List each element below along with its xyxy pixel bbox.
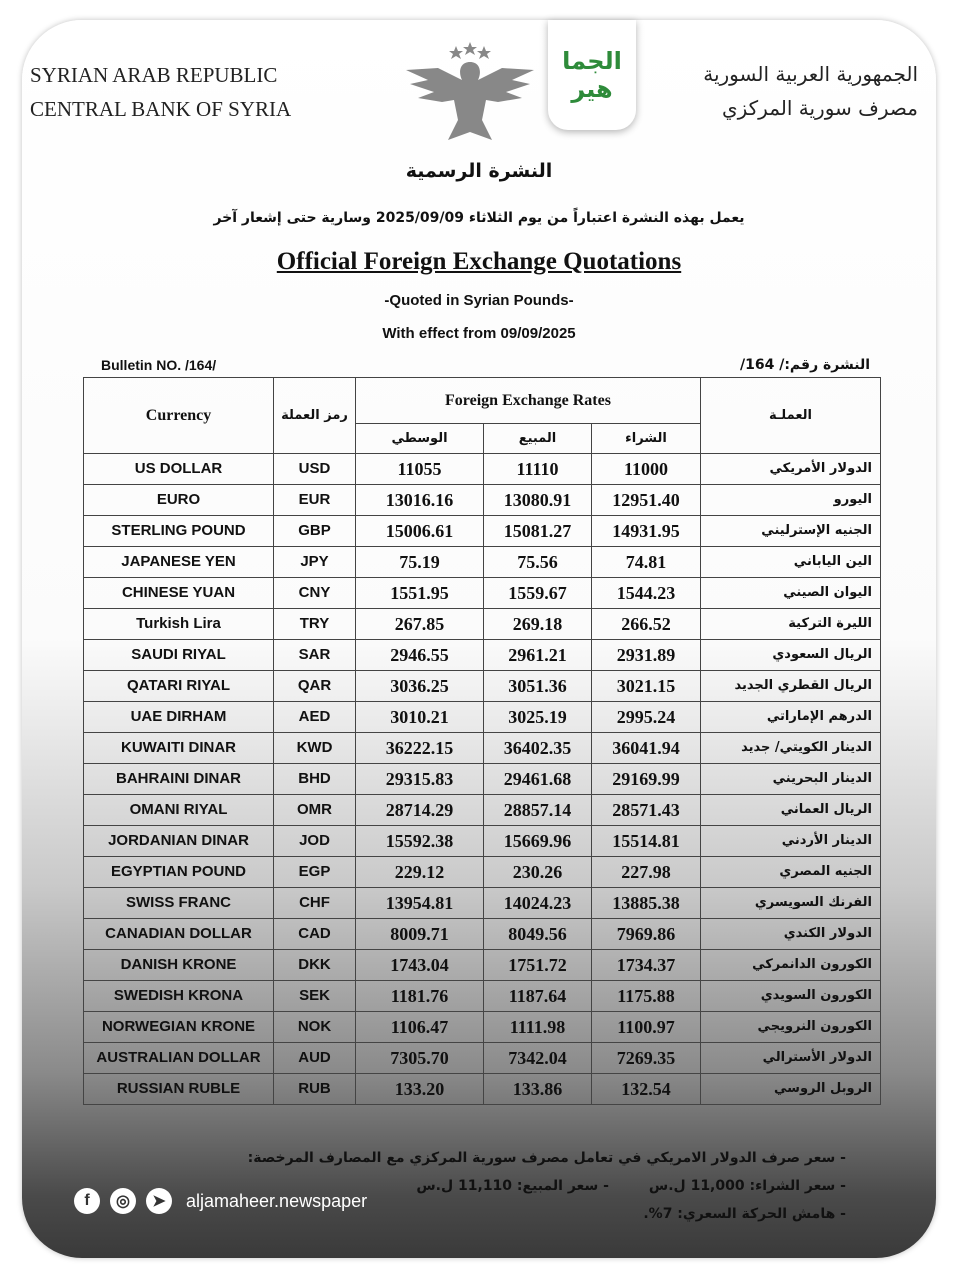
currency-code: CAD	[274, 919, 356, 950]
buy-rate: 2931.89	[592, 640, 701, 671]
table-row	[84, 609, 881, 640]
currency-name-ar: الروبل الروسي	[701, 1074, 881, 1105]
currency-name-ar: الدولار الأمريكي	[701, 454, 881, 485]
currency-code: GBP	[274, 516, 356, 547]
header-buy: الشراء	[592, 424, 701, 454]
table-row	[84, 485, 881, 516]
sell-rate: 1111.98	[484, 1012, 592, 1043]
currency-name-ar: الدولار الأسترالي	[701, 1043, 881, 1074]
sell-rate: 11110	[484, 454, 592, 485]
currency-code: DKK	[274, 950, 356, 981]
buy-rate: 266.52	[592, 609, 701, 640]
middle-rate: 229.12	[356, 857, 484, 888]
table-row	[84, 640, 881, 671]
page-title: Official Foreign Exchange Quotations	[276, 248, 682, 275]
currency-name: RUSSIAN RUBLE	[84, 1074, 274, 1105]
bulletin-number-en: Bulletin NO. /164/	[101, 357, 217, 373]
currency-code: JPY	[274, 547, 356, 578]
ar-effect-line: يعمل بهذه النشرة اعتباراً من يوم الثلاثاء 2025/09/09 وسارية حتى إشعار آخر	[213, 210, 745, 226]
currency-name-ar: الكورون السويدي	[701, 981, 881, 1012]
note-rates-row	[416, 1176, 846, 1196]
table-row	[84, 919, 881, 950]
currency-code: USD	[274, 454, 356, 485]
note-margin: - هامش الحركة السعري: 7%.	[643, 1206, 846, 1222]
header-currency: Currency	[84, 378, 274, 454]
table-row	[84, 826, 881, 857]
currency-name: US DOLLAR	[84, 454, 274, 485]
currency-code: AED	[274, 702, 356, 733]
currency-name: BAHRAINI DINAR	[84, 764, 274, 795]
sell-rate: 15081.27	[484, 516, 592, 547]
buy-rate: 1734.37	[592, 950, 701, 981]
buy-rate: 1544.23	[592, 578, 701, 609]
table-row	[84, 981, 881, 1012]
currency-name: CHINESE YUAN	[84, 578, 274, 609]
sell-rate: 133.86	[484, 1074, 592, 1105]
sell-rate: 13080.91	[484, 485, 592, 516]
currency-code: JOD	[274, 826, 356, 857]
currency-name-ar: الين الياباني	[701, 547, 881, 578]
middle-rate: 15592.38	[356, 826, 484, 857]
header-ar-line2: مصرف سورية المركزي	[721, 96, 918, 120]
note-usd-rate: - سعر صرف الدولار الامريكي في تعامل مصرف سورية المركزي مع المصارف المرخصة:	[247, 1150, 846, 1166]
buy-rate: 2995.24	[592, 702, 701, 733]
table-row	[84, 702, 881, 733]
table-row	[84, 516, 881, 547]
middle-rate: 36222.15	[356, 733, 484, 764]
middle-rate: 15006.61	[356, 516, 484, 547]
header-ar-line1: الجمهورية العربية السورية	[703, 62, 918, 86]
sell-rate: 1559.67	[484, 578, 592, 609]
currency-name-ar: الجنيه الإسترليني	[701, 516, 881, 547]
currency-code: EUR	[274, 485, 356, 516]
currency-name: JAPANESE YEN	[84, 547, 274, 578]
currency-name: SWISS FRANC	[84, 888, 274, 919]
table-row	[84, 1074, 881, 1105]
currency-name-ar: الدرهم الإماراتي	[701, 702, 881, 733]
aljamaheer-logo: الجماهير	[548, 20, 636, 130]
middle-rate: 28714.29	[356, 795, 484, 826]
table-row	[84, 857, 881, 888]
buy-rate: 13885.38	[592, 888, 701, 919]
middle-rate: 7305.70	[356, 1043, 484, 1074]
buy-rate: 74.81	[592, 547, 701, 578]
facebook-icon[interactable]: f	[74, 1188, 100, 1214]
sell-rate: 8049.56	[484, 919, 592, 950]
currency-name-ar: الدينار الأردني	[701, 826, 881, 857]
table-row	[84, 671, 881, 702]
buy-rate: 132.54	[592, 1074, 701, 1105]
sell-rate: 2961.21	[484, 640, 592, 671]
currency-name-ar: الريال القطري الجديد	[701, 671, 881, 702]
ar-title: النشرة الرسمية	[405, 160, 553, 182]
currency-name: NORWEGIAN KRONE	[84, 1012, 274, 1043]
middle-rate: 1106.47	[356, 1012, 484, 1043]
currency-code: OMR	[274, 795, 356, 826]
sell-rate: 29461.68	[484, 764, 592, 795]
sell-rate: 75.56	[484, 547, 592, 578]
currency-name-ar: الكورون النرويجي	[701, 1012, 881, 1043]
buy-rate: 29169.99	[592, 764, 701, 795]
sell-rate: 3025.19	[484, 702, 592, 733]
currency-name: Turkish Lira	[84, 609, 274, 640]
table-row	[84, 578, 881, 609]
currency-code: BHD	[274, 764, 356, 795]
effect-date: With effect from 09/09/2025	[382, 325, 576, 342]
currency-code: RUB	[274, 1074, 356, 1105]
middle-rate: 3036.25	[356, 671, 484, 702]
header-rates-group: Foreign Exchange Rates	[356, 378, 701, 424]
currency-code: SEK	[274, 981, 356, 1012]
currency-code: NOK	[274, 1012, 356, 1043]
middle-rate: 13016.16	[356, 485, 484, 516]
instagram-icon[interactable]: ◎	[110, 1188, 136, 1214]
currency-code: KWD	[274, 733, 356, 764]
middle-rate: 3010.21	[356, 702, 484, 733]
sell-rate: 230.26	[484, 857, 592, 888]
buy-rate: 1175.88	[592, 981, 701, 1012]
currency-name-ar: اليورو	[701, 485, 881, 516]
buy-rate: 1100.97	[592, 1012, 701, 1043]
telegram-icon[interactable]: ➤	[146, 1188, 172, 1214]
header-code: رمز العملة	[274, 378, 356, 454]
social-handle[interactable]: aljamaheer.newspaper	[186, 1190, 368, 1211]
table-row	[84, 888, 881, 919]
currency-name-ar: الريال العماني	[701, 795, 881, 826]
currency-code: CNY	[274, 578, 356, 609]
currency-name: UAE DIRHAM	[84, 702, 274, 733]
currency-name: STERLING POUND	[84, 516, 274, 547]
middle-rate: 8009.71	[356, 919, 484, 950]
note-buy-rate: - سعر الشراء: 11,000 ل.س	[648, 1178, 846, 1194]
middle-rate: 133.20	[356, 1074, 484, 1105]
currency-name-ar: الليرة التركية	[701, 609, 881, 640]
exchange-rates-table	[83, 377, 881, 1105]
middle-rate: 267.85	[356, 609, 484, 640]
middle-rate: 13954.81	[356, 888, 484, 919]
currency-code: QAR	[274, 671, 356, 702]
eagle-emblem-icon	[398, 40, 543, 150]
middle-rate: 1181.76	[356, 981, 484, 1012]
currency-code: CHF	[274, 888, 356, 919]
currency-name-ar: الدينار البحريني	[701, 764, 881, 795]
header-sell: المبيع	[484, 424, 592, 454]
currency-code: AUD	[274, 1043, 356, 1074]
middle-rate: 1551.95	[356, 578, 484, 609]
buy-rate: 227.98	[592, 857, 701, 888]
buy-rate: 15514.81	[592, 826, 701, 857]
currency-name-ar: اليوان الصيني	[701, 578, 881, 609]
buy-rate: 7969.86	[592, 919, 701, 950]
currency-name-ar: الدولار الكندي	[701, 919, 881, 950]
sell-rate: 36402.35	[484, 733, 592, 764]
buy-rate: 28571.43	[592, 795, 701, 826]
table-row	[84, 1012, 881, 1043]
currency-name: CANADIAN DOLLAR	[84, 919, 274, 950]
bulletin-number-ar: النشرة رقم:/ 164/	[739, 357, 870, 373]
currency-name: SWEDISH KRONA	[84, 981, 274, 1012]
table-row	[84, 1043, 881, 1074]
sell-rate: 1187.64	[484, 981, 592, 1012]
header-en-line2: CENTRAL BANK OF SYRIA	[30, 97, 292, 121]
buy-rate: 36041.94	[592, 733, 701, 764]
sell-rate: 1751.72	[484, 950, 592, 981]
currency-name: SAUDI RIYAL	[84, 640, 274, 671]
sell-rate: 7342.04	[484, 1043, 592, 1074]
currency-name-ar: الريال السعودي	[701, 640, 881, 671]
currency-name: KUWAITI DINAR	[84, 733, 274, 764]
buy-rate: 14931.95	[592, 516, 701, 547]
table-row	[84, 733, 881, 764]
currency-name: EGYPTIAN POUND	[84, 857, 274, 888]
currency-name: AUSTRALIAN DOLLAR	[84, 1043, 274, 1074]
header-arabic-currency: العملـة	[701, 378, 881, 454]
table-row	[84, 764, 881, 795]
currency-code: TRY	[274, 609, 356, 640]
social-bar	[74, 1188, 367, 1214]
subtitle: -Quoted in Syrian Pounds-	[384, 292, 574, 309]
sell-rate: 28857.14	[484, 795, 592, 826]
currency-name-ar: الجنيه المصري	[701, 857, 881, 888]
currency-name: OMANI RIYAL	[84, 795, 274, 826]
header-en-line1: SYRIAN ARAB REPUBLIC	[30, 63, 278, 87]
buy-rate: 7269.35	[592, 1043, 701, 1074]
sell-rate: 15669.96	[484, 826, 592, 857]
buy-rate: 12951.40	[592, 485, 701, 516]
table-row	[84, 950, 881, 981]
currency-name: EURO	[84, 485, 274, 516]
header-middle: الوسطي	[356, 424, 484, 454]
sell-rate: 14024.23	[484, 888, 592, 919]
table-row	[84, 547, 881, 578]
middle-rate: 29315.83	[356, 764, 484, 795]
middle-rate: 1743.04	[356, 950, 484, 981]
currency-code: EGP	[274, 857, 356, 888]
buy-rate: 11000	[592, 454, 701, 485]
sell-rate: 269.18	[484, 609, 592, 640]
currency-name: JORDANIAN DINAR	[84, 826, 274, 857]
currency-name-ar: الدينار الكويتي/ جديد	[701, 733, 881, 764]
table-row	[84, 795, 881, 826]
currency-name: QATARI RIYAL	[84, 671, 274, 702]
currency-name: DANISH KRONE	[84, 950, 274, 981]
currency-name-ar: الفرنك السويسري	[701, 888, 881, 919]
middle-rate: 2946.55	[356, 640, 484, 671]
table-row	[84, 454, 881, 485]
note-sell-rate: - سعر المبيع: 11,110 ل.س	[416, 1178, 609, 1194]
currency-name-ar: الكورون الدانمركي	[701, 950, 881, 981]
sell-rate: 3051.36	[484, 671, 592, 702]
middle-rate: 11055	[356, 454, 484, 485]
buy-rate: 3021.15	[592, 671, 701, 702]
middle-rate: 75.19	[356, 547, 484, 578]
currency-code: SAR	[274, 640, 356, 671]
